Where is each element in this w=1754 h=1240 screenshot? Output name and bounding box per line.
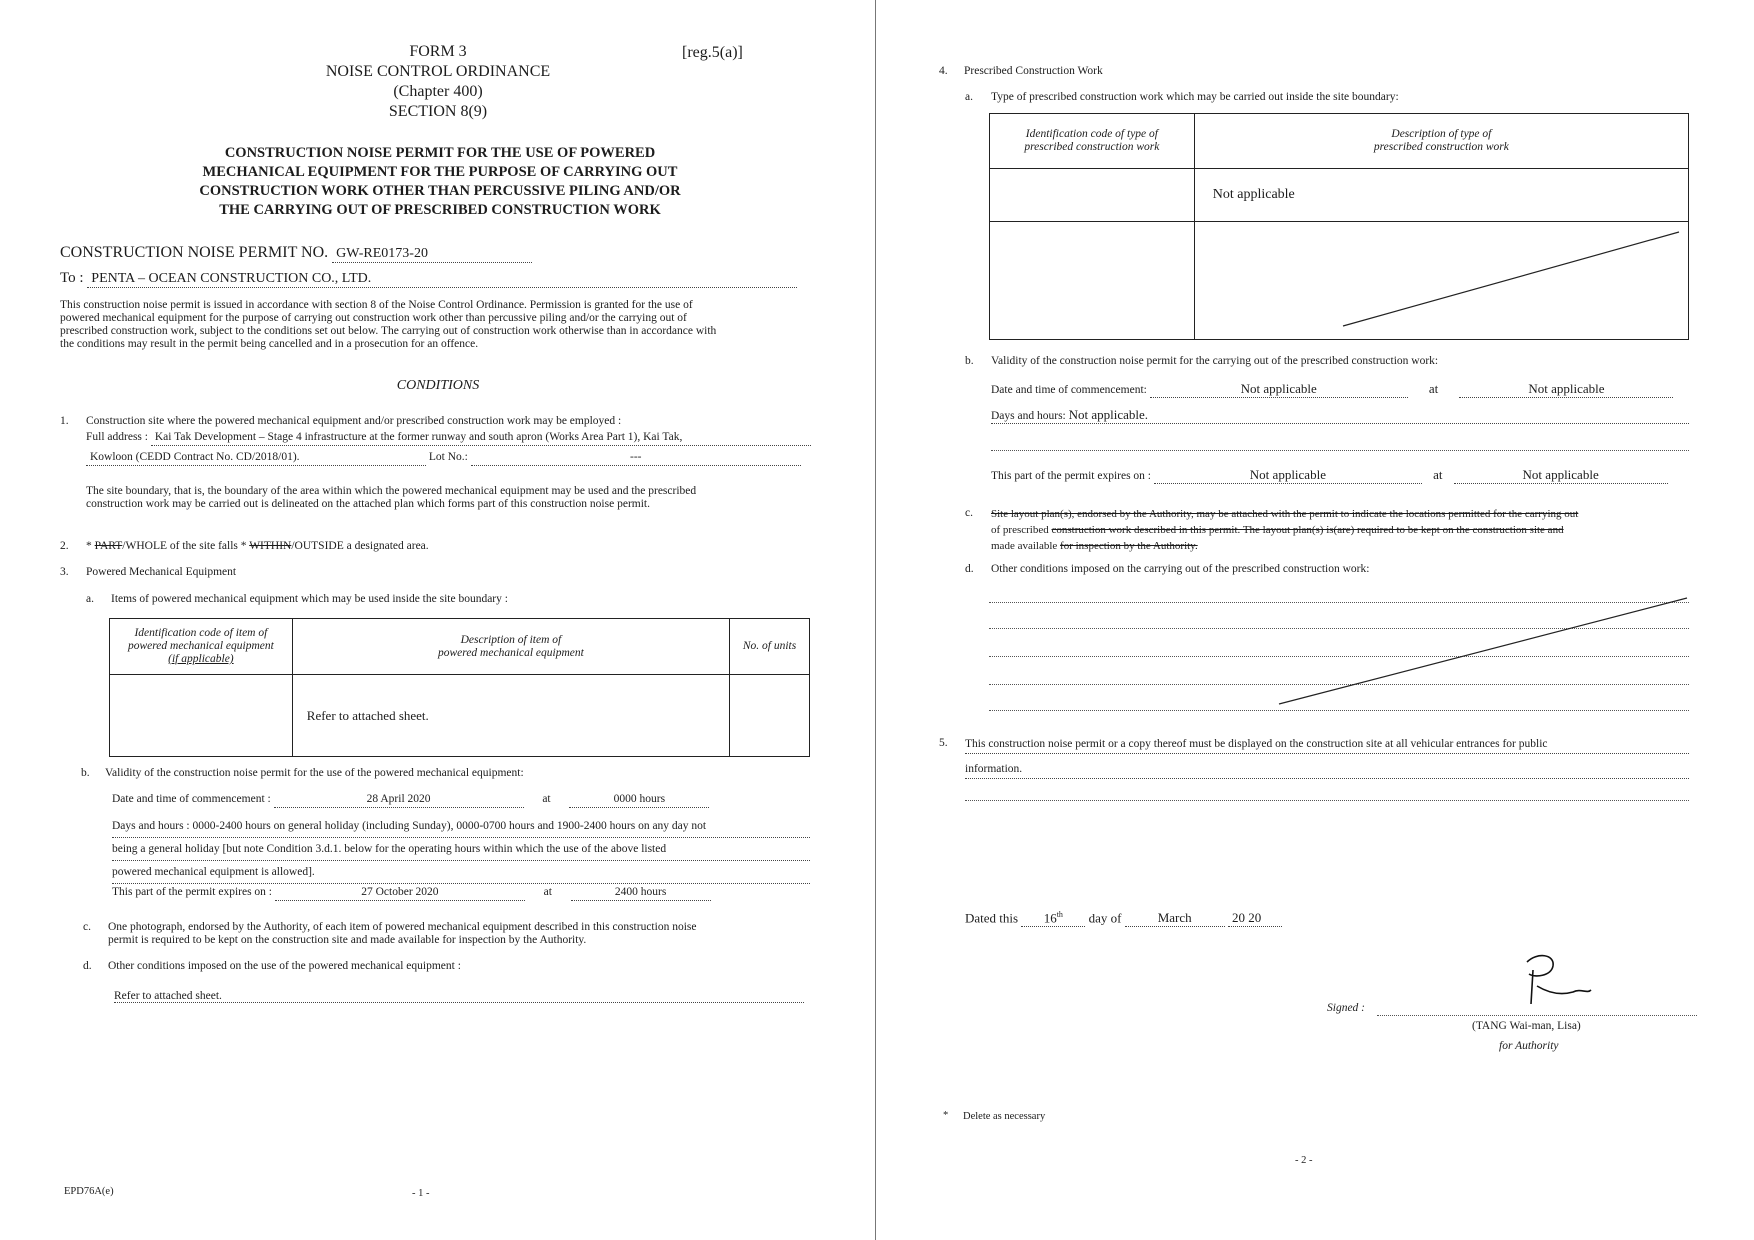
condition-5-number: 5. [939, 737, 948, 749]
blank-line [991, 450, 1689, 451]
address-label: Full address : [86, 431, 148, 443]
condition-4c-text [991, 506, 1578, 554]
expiry-label: This part of the permit expires on : [112, 886, 273, 898]
c3c-line: permit is required to be kept on the construction site and made available for inspection by the Authority. [108, 934, 587, 946]
cell-units [730, 675, 810, 757]
header-line: prescribed construction work [1024, 141, 1160, 153]
condition-3-number: 3. [60, 566, 69, 578]
header-line: Description of item of [460, 633, 562, 646]
condition-3d-label: d. [83, 960, 92, 972]
condition-1-number: 1. [60, 415, 69, 427]
header-line: Description of type of [1391, 128, 1492, 140]
c4c-line [991, 506, 1578, 522]
conditions-heading: CONDITIONS [396, 378, 480, 393]
condition-3b-text: Validity of the construction noise permit for the use of the powered mechanical equipment: [105, 767, 524, 779]
expiry-date: Not applicable [1154, 467, 1422, 484]
pcw-table [989, 113, 1689, 340]
c4c-struck-text: construction work described in this permit. The layout plan(s) is(are) required to be [1051, 524, 1419, 536]
condition-3a-text: Items of powered mechanical equipment which may be used inside the site boundary : [111, 593, 508, 605]
at-label: at [542, 793, 551, 805]
commencement-row [991, 381, 1673, 398]
days-hours-line [112, 815, 810, 838]
condition-5-line-2: information. [965, 760, 1689, 779]
table-header-row [990, 114, 1689, 169]
table-row [990, 169, 1689, 222]
footnote-mark: * [943, 1110, 949, 1121]
pme-table [109, 618, 810, 757]
days-hours-line: being a general holiday [but note Condition 3.d.1. below for the operating hours within which the use of the above listed [112, 838, 810, 861]
addressee-value: PENTA – OCEAN CONSTRUCTION CO., LTD. [87, 271, 797, 288]
page-number: - 2 - [1295, 1155, 1313, 1166]
address-line-1: Kai Tak Development – Stage 4 infrastructure at the former runway and south apron (Works Area Part 1), Kai Tak, [151, 431, 811, 446]
expiry-date: 27 October 2020 [275, 886, 525, 901]
intro-line: powered mechanical equipment for the purpose of carrying out construction work other than percussive piling and/or the carrying out of [60, 312, 687, 324]
addressee-row [60, 270, 797, 288]
cell-description: Not applicable [1194, 169, 1688, 222]
page-number: - 1 - [412, 1188, 430, 1199]
dated-day-suffix: th [1056, 910, 1063, 919]
title-line: CONSTRUCTION WORK OTHER THAN PERCUSSIVE PILING AND/OR [199, 183, 681, 199]
signed-label: Signed : [1327, 1002, 1366, 1014]
form-number: FORM 3 [409, 43, 467, 60]
condition-4b-text: Validity of the construction noise permit for the carrying out of the prescribed construction work: [991, 355, 1439, 367]
dated-label: Dated this [965, 910, 1019, 926]
dated-row [965, 910, 1282, 927]
col-header-id-code [110, 619, 293, 675]
header-line: (if applicable) [168, 653, 234, 665]
cell-description: Refer to attached sheet. [292, 675, 729, 757]
condition-3c-label: c. [83, 921, 91, 933]
at-label: at [543, 886, 552, 898]
header-line: Identification code of item of [134, 627, 268, 639]
boundary-line: The site boundary, that is, the boundary of the area within which the powered mechanical equipment may be used and the prescribed [86, 485, 697, 497]
header-line: prescribed construction work [1373, 141, 1509, 153]
cell-description-crossed [1194, 222, 1688, 340]
signer-role: for Authority [1499, 1040, 1559, 1052]
ordinance-title: NOISE CONTROL ORDINANCE [325, 63, 551, 80]
col-header-description [292, 619, 729, 675]
commencement-date: 28 April 2020 [274, 793, 524, 808]
col-header-units: No. of units [730, 619, 810, 675]
c2-part-a: * [86, 540, 95, 552]
expiry-row [112, 886, 711, 901]
title-line: THE CARRYING OUT OF PRESCRIBED CONSTRUCTION WORK [219, 202, 661, 218]
cross-out-line [1277, 596, 1697, 708]
header-line: powered mechanical equipment [438, 646, 584, 659]
dated-day-number: 16 [1043, 910, 1057, 926]
expiry-row [991, 467, 1668, 484]
intro-line: prescribed construction work, subject to the conditions set out below. The carrying out of construction work otherwise than in accordance with [60, 325, 717, 337]
cell-id-code [110, 675, 293, 757]
col-header-description [1194, 114, 1688, 169]
section: SECTION 8(9) [388, 103, 488, 120]
footer-form-code: EPD76A(e) [64, 1186, 114, 1197]
title-line: CONSTRUCTION NOISE PERMIT FOR THE USE OF POWERED [224, 145, 656, 161]
signature-mark [1507, 948, 1602, 1013]
at-label: at [1428, 381, 1439, 396]
condition-2-number: 2. [60, 540, 69, 552]
permit-number-label: CONSTRUCTION NOISE PERMIT NO. [60, 244, 329, 261]
dated-day [1021, 910, 1085, 927]
regulation-ref: [reg.5(a)] [682, 44, 743, 61]
condition-4d-label: d. [965, 563, 974, 575]
chapter: (Chapter 400) [393, 83, 483, 100]
condition-3a-label: a. [86, 593, 94, 605]
days-hours-text: 0000-2400 hours on general holiday (including Sunday), 0000-0700 hours and 1900-2400 hours on any day not [192, 820, 707, 832]
commencement-time: Not applicable [1459, 381, 1673, 398]
dated-month: March [1125, 910, 1225, 927]
col-header-id-code [990, 114, 1195, 169]
expiry-time: Not applicable [1454, 467, 1668, 484]
days-hours-block [112, 815, 810, 884]
c4c-text: indicate the locations permitted for the carrying out [1349, 508, 1579, 520]
days-hours-value: Not applicable. [1068, 407, 1149, 422]
days-hours-row [991, 407, 1689, 424]
condition-1-text: Construction site where the powered mechanical equipment and/or prescribed construction work may be employed : [86, 415, 622, 427]
condition-3d-value: Refer to attached sheet. [114, 990, 804, 1003]
intro-paragraph [60, 299, 814, 351]
table-row [110, 675, 810, 757]
cell-id-code [990, 169, 1195, 222]
to-label: To : [60, 270, 84, 286]
c2-struck-part: PART [94, 540, 123, 552]
days-hours-label: Days and hours : [112, 820, 190, 832]
c2-part-b: /WHOLE of the site falls * [122, 540, 250, 552]
table-row [990, 222, 1689, 340]
cross-out-line [1195, 222, 1689, 340]
footnote-text: Delete as necessary [963, 1111, 1046, 1122]
expiry-time: 2400 hours [571, 886, 711, 901]
c2-part-c: /OUTSIDE a designated area. [291, 540, 429, 552]
lot-value: --- [471, 451, 801, 466]
condition-1-address-row [86, 431, 811, 446]
condition-3d-text: Other conditions imposed on the use of the powered mechanical equipment : [108, 960, 461, 972]
c4c-struck-text: Site layout plan(s), endorsed by the Authority, may be attached with the permit to [991, 508, 1350, 520]
condition-4a-label: a. [965, 91, 973, 103]
commencement-label: Date and time of commencement : [112, 793, 271, 805]
title-line: MECHANICAL EQUIPMENT FOR THE PURPOSE OF CARRYING OUT [202, 164, 678, 180]
table-header-row [110, 619, 810, 675]
c4c-text: made available [991, 540, 1061, 552]
lot-label: Lot No.: [428, 451, 468, 463]
page-1 [0, 0, 876, 1240]
expiry-label: This part of the permit expires on : [991, 470, 1152, 482]
intro-line: the conditions may result in the permit being cancelled and in a prosecution for an offence. [60, 338, 479, 350]
signer-name: (TANG Wai-man, Lisa) [1472, 1020, 1581, 1032]
dated-year: 20 20 [1228, 910, 1282, 927]
days-hours-label: Days and hours: [991, 410, 1066, 422]
blank-line [965, 800, 1689, 801]
condition-3b-label: b. [81, 767, 90, 779]
condition-4a-text: Type of prescribed construction work which may be carried out inside the site boundary: [991, 91, 1399, 103]
c4c-text: of prescribed [991, 524, 1052, 536]
days-hours-line: powered mechanical equipment is allowed]. [112, 861, 810, 884]
header-line: powered mechanical equipment [127, 640, 274, 652]
condition-4d-text: Other conditions imposed on the carrying out of the prescribed construction work: [991, 563, 1370, 575]
blank-line [989, 710, 1689, 711]
condition-4-number: 4. [939, 65, 948, 77]
condition-5-line-1: This construction noise permit or a copy thereof must be displayed on the construction site at all vehicular entrances for public [965, 735, 1689, 754]
dated-dayof-label: day of [1088, 910, 1122, 926]
commencement-row [112, 793, 709, 808]
c4c-line [991, 538, 1578, 554]
c4c-struck-text: for inspection by the Authority. [1060, 540, 1198, 552]
permit-number-row [60, 244, 532, 263]
cell-id-code [990, 222, 1195, 340]
boundary-line: construction work may be carried out is delineated on the attached plan which forms part of this construction noise permit. [86, 498, 650, 510]
permit-number-value: GW-RE0173-20 [332, 246, 532, 263]
condition-4c-label: c. [965, 507, 973, 519]
address-line-2: Kowloon (CEDD Contract No. CD/2018/01). [86, 451, 426, 466]
page-2 [877, 0, 1754, 1240]
site-boundary-paragraph [86, 485, 814, 511]
condition-2-text [86, 540, 429, 552]
permit-title [140, 144, 740, 220]
commencement-label: Date and time of commencement: [991, 384, 1147, 396]
condition-4b-label: b. [965, 355, 974, 367]
signature-line [1377, 1015, 1697, 1016]
c3c-line: One photograph, endorsed by the Authority, of each item of powered mechanical equipment described in this construction noise [108, 921, 697, 933]
condition-4-title: Prescribed Construction Work [964, 65, 1103, 77]
condition-3c-text [108, 921, 810, 947]
condition-3-title: Powered Mechanical Equipment [86, 566, 237, 578]
c4c-text: kept on the construction site and [1418, 524, 1564, 536]
commencement-time: 0000 hours [569, 793, 709, 808]
header-line: Identification code of type of [1025, 128, 1158, 140]
intro-line: This construction noise permit is issued in accordance with section 8 of the Noise Control Ordinance. Permission is granted for the use of [60, 299, 693, 311]
commencement-date: Not applicable [1150, 381, 1408, 398]
c4c-line [991, 522, 1578, 538]
c2-struck-within: WITHIN [249, 540, 292, 552]
condition-1-address-row-2 [86, 451, 801, 466]
at-label: at [1433, 467, 1443, 482]
